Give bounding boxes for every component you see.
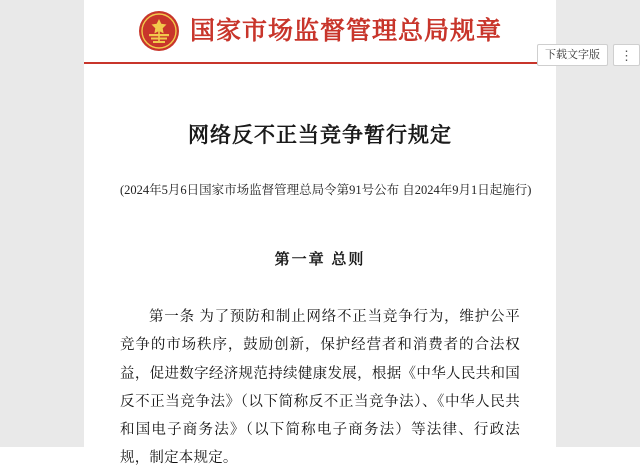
national-emblem-icon [138,10,180,52]
right-gutter [556,0,640,447]
left-gutter [0,0,84,447]
toolbar [532,44,640,66]
masthead [84,0,556,64]
document-sheet [84,0,556,467]
chapter-heading: 第一章 总则 [274,252,366,269]
document-subtitle: (2024年5月6日国家市场监督管理总局令第91号公布 自2024年9月1日起施行) [120,183,532,198]
download-text-button[interactable]: 下载文字版 [537,44,608,66]
document-body [84,122,556,473]
masthead-title: 国家市场监督管理总局规章 [189,17,502,45]
article-paragraph: 第一条 为了预防和制止网络不正当竞争行为，维护公平竞争的市场秩序，鼓励创新，保护经营者和消费者的合法权益，促进数字经济规范持续健康发展，根据《中华人民共和国反不正当竞争法》（以下简称反不正当竞争法）、《中华人民共和国电子商务法》（以下简称电子商务法）等法律、行政法规，制定本规定。 [120,309,520,467]
document-title: 网络反不正当竞争暂行规定 [188,123,452,147]
more-options-icon[interactable]: ⋮ [613,44,640,66]
